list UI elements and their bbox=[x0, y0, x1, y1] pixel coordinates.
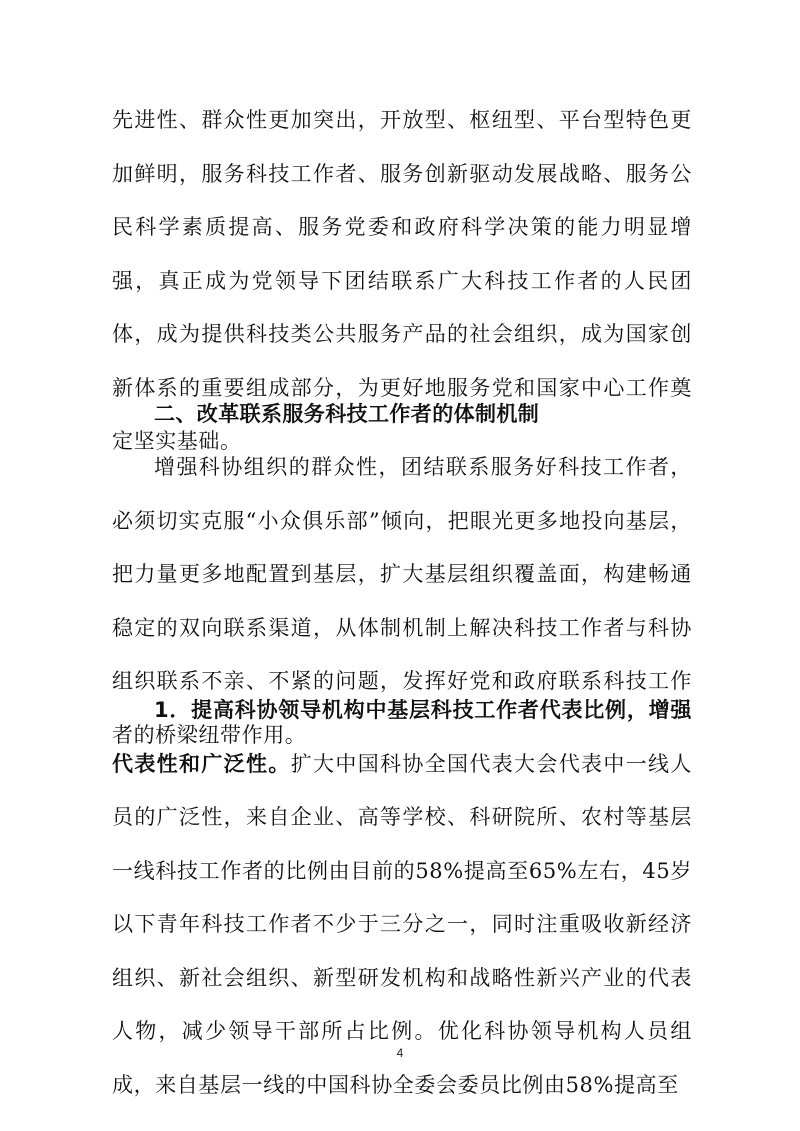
paragraph-continued: 先进性、群众性更加突出，开放型、枢纽型、平台型特色更加鲜明，服务科技工作者、服务创新驱动发展战略、服务公民科学素质提高、服务党委和政府科学决策的能力明显增强，真正成为党领导下团结联系广大科技工作者的人民团体，成为提供科技类公共服务产品的社会组织，成为国家创新体系的重要组成部分，为更好地服务党和国家中心工作奠定坚实基础。 bbox=[112, 108, 692, 453]
item-1-body: 扩大中国科协全国代表大会代表中一线人员的广泛性，来自企业、高等学校、科研院所、农村等基层一线科技工作者的比例由目前的58%提高至65%左右，45岁以下青年科技工作者不少于三分之一，同时注重吸收新经济组织、新社会组织、新型研发机构和战略性新兴产业的代表人物，减少领导干部所占比例。优化科协领导机构人员组成，来自基层一线的中国科协全委会委员比例由58%提高至 bbox=[112, 751, 692, 1097]
page-number: 4 bbox=[396, 1046, 404, 1060]
item-1-lead: 1．提高科协领导机构中基层科技工作者代表比例，增强代表性和广泛性。 bbox=[112, 698, 692, 776]
section-heading: 二、改革联系服务科技工作者的体制机制 bbox=[154, 402, 540, 426]
section-intro-paragraph: 增强科协组织的群众性，团结联系服务好科技工作者，必须切实克服“小众俱乐部”倾向，把眼光更多地投向基层，把力量更多地配置到基层，扩大基层组织覆盖面，构建畅通稳定的双向联系渠道，从体制机制上解决科技工作者与科协组织联系不亲、不紧的问题，发挥好党和政府联系科技工作者的桥梁纽带作用。 bbox=[112, 455, 692, 747]
